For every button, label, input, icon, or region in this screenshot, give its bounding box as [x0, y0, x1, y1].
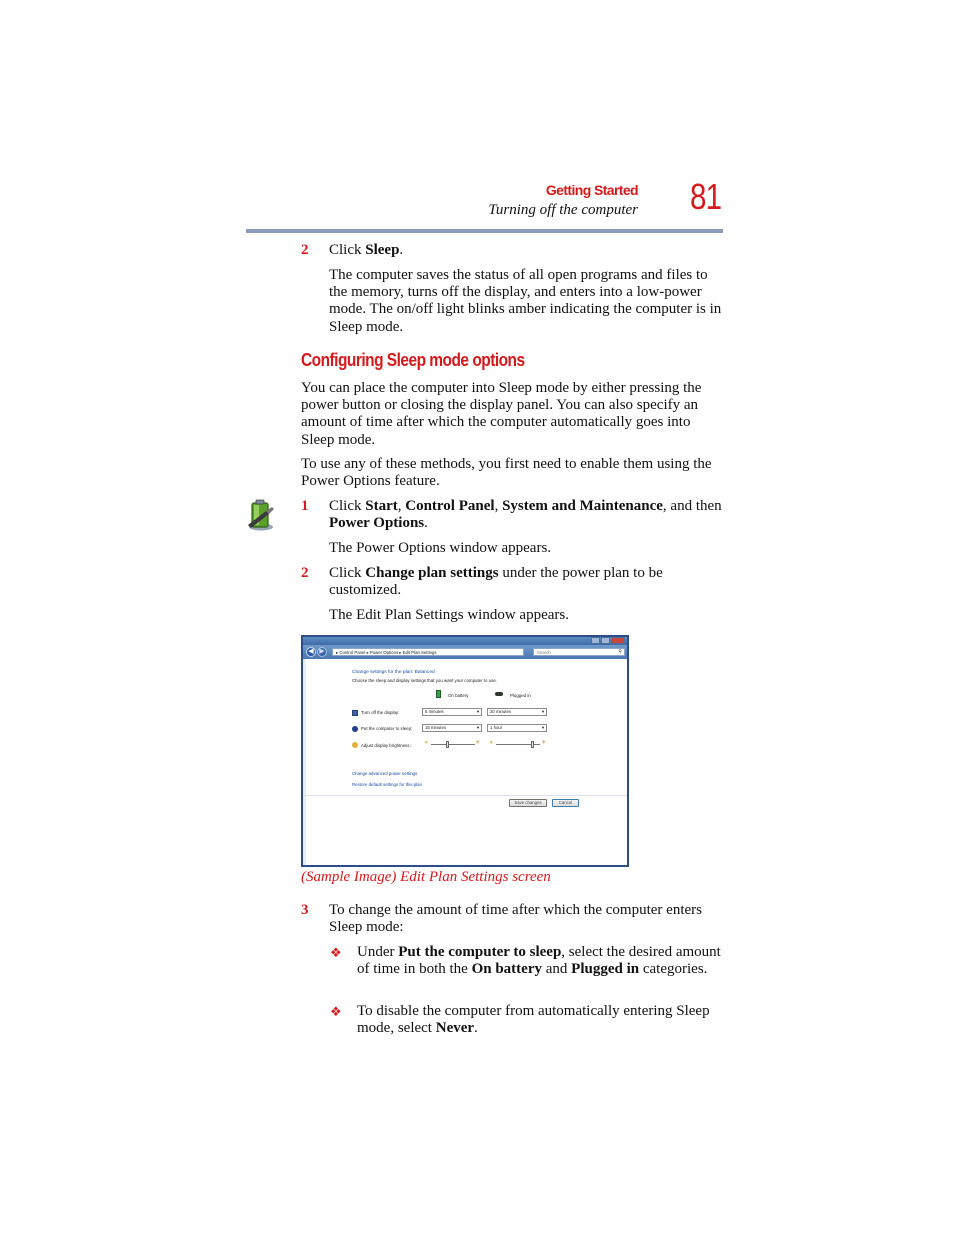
forward-arrow-icon[interactable]: ▶ [317, 647, 327, 657]
column-on-battery: On battery [448, 693, 469, 698]
save-changes-button[interactable]: Save changes [509, 799, 547, 807]
sun-small-icon: ☀ [489, 740, 494, 746]
figure-caption: (Sample Image) Edit Plan Settings screen [301, 869, 551, 885]
back-arrow-icon[interactable]: ◀ [306, 647, 316, 657]
cancel-button[interactable]: Cancel [552, 799, 579, 807]
row-label-brightness: Adjust display brightness: [361, 743, 411, 748]
sun-large-icon: ☀ [475, 740, 481, 746]
close-button[interactable] [611, 637, 625, 644]
brightness-battery-slider[interactable] [431, 744, 475, 745]
restore-defaults-link[interactable]: Restore default settings for this plan [352, 782, 423, 787]
search-input[interactable]: Search ⚲ [533, 648, 625, 656]
step-text: Click Sleep. [329, 242, 404, 258]
minimize-button[interactable] [591, 637, 600, 644]
slider-thumb[interactable] [446, 741, 449, 748]
brightness-icon [352, 742, 358, 748]
step-text: To change the amount of time after which the computer enters Sleep mode: [329, 902, 702, 936]
section-heading: Configuring Sleep mode options [301, 350, 525, 370]
section-paragraph: You can place the computer into Sleep mode by either pressing the power button or closing the display panel. You can also specify an amount of time after which the computer automatically goes into Sleep mode. [301, 380, 702, 448]
divider [303, 795, 627, 796]
display-plugged-select[interactable]: 20 minutes ▼ [487, 708, 547, 716]
advanced-settings-link[interactable]: Change advanced power settings [352, 771, 418, 776]
step-result: The Power Options window appears. [329, 540, 552, 556]
step-description: The computer saves the status of all open programs and files to the memory, turns off the display, and enters into a low-power mode. The on/off light blinks amber indicating the computer is in Sleep mode. [329, 267, 722, 335]
bullet-symbol: ❖ [330, 1004, 342, 1019]
step-text: Click Start, Control Panel, System and Maintenance, and then Power Options. [329, 498, 722, 532]
left-pane [303, 659, 306, 865]
step-text: Click Change plan settings under the power plan to be customized. [329, 565, 663, 599]
column-plugged-in: Plugged in [510, 693, 531, 698]
step-number: 2 [301, 565, 309, 581]
row-label-sleep: Put the computer to sleep: [361, 726, 413, 731]
step-result: The Edit Plan Settings window appears. [329, 607, 569, 623]
sun-large-icon: ☀ [541, 740, 547, 746]
bullet-symbol: ❖ [330, 945, 342, 960]
running-header-section: Getting Started [545, 182, 638, 198]
search-icon: ⚲ [618, 649, 622, 655]
navigation-bar [303, 645, 627, 659]
battery-icon [436, 690, 441, 698]
section-paragraph: To use any of these methods, you first need to enable them using the Power Options feature. [301, 456, 712, 490]
bullet-text: Under Put the computer to sleep, select the desired amount of time in both the On battery and Plugged in categories. [357, 944, 721, 978]
page-number: 81 [690, 176, 722, 217]
row-label-display: Turn off the display: [361, 710, 400, 715]
sleep-battery-select[interactable]: 15 minutes ▼ [422, 724, 482, 732]
step-number: 1 [301, 498, 309, 514]
running-header-subsection: Turning off the computer [488, 202, 638, 218]
window-titlebar [303, 637, 627, 645]
address-bar[interactable]: ▸ Control Panel ▸ Power Options ▸ Edit Plan Settings [332, 648, 524, 656]
sleep-plugged-select[interactable]: 1 hour ▼ [487, 724, 547, 732]
plug-icon [495, 692, 503, 696]
maximize-button[interactable] [601, 637, 610, 644]
step-number: 2 [301, 242, 309, 258]
sun-small-icon: ☀ [424, 740, 429, 746]
edit-plan-settings-screenshot [301, 635, 629, 867]
slider-thumb[interactable] [531, 741, 534, 748]
bullet-text: To disable the computer from automatically entering Sleep mode, select Never. [357, 1003, 710, 1037]
moon-icon [352, 726, 358, 732]
plan-subtitle: Choose the sleep and display settings that you want your computer to use. [352, 678, 497, 683]
plan-title: Change settings for the plan: Balanced [352, 670, 435, 675]
header-rule [246, 229, 723, 233]
battery-icon [244, 498, 278, 532]
monitor-icon [352, 710, 358, 716]
display-battery-select[interactable]: 5 minutes ▼ [422, 708, 482, 716]
step-number: 3 [301, 902, 309, 918]
